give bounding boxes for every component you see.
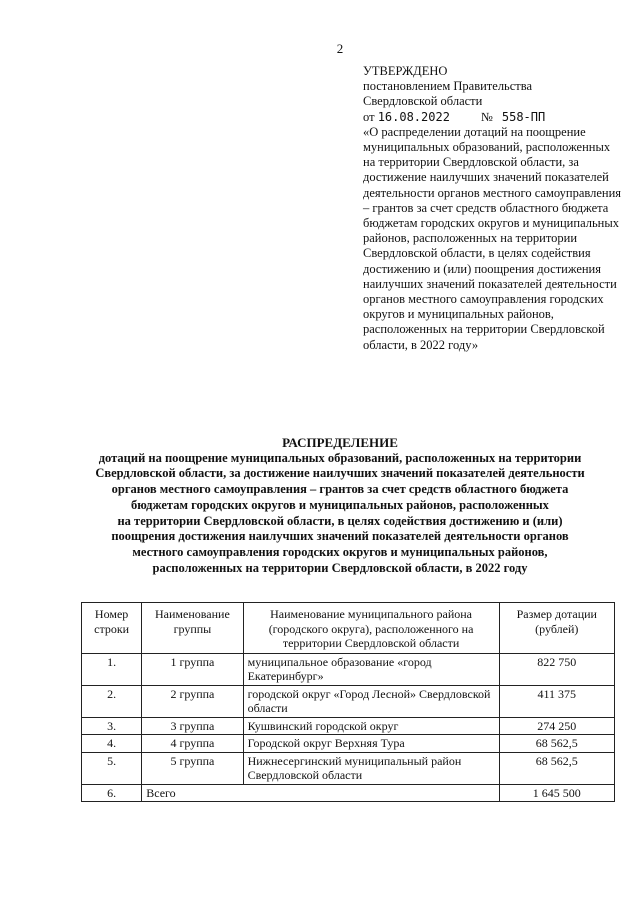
date-prefix: от — [363, 109, 375, 124]
header-name: Наименование муниципального района (городского округа), расположенного на территории Свердловской области — [243, 603, 499, 654]
title-line: органов местного самоуправления – грантов за счет средств областного бюджета — [111, 482, 569, 497]
row-sum: 822 750 — [499, 653, 614, 685]
row-num: 4. — [82, 735, 142, 753]
title-line: местного самоуправления городских округов и муниципальных районов, — [132, 544, 548, 559]
total-label: Всего — [142, 784, 499, 802]
row-num: 2. — [82, 685, 142, 717]
table-row — [82, 685, 615, 717]
title-heading: РАСПРЕДЕЛЕНИЕ — [282, 435, 398, 450]
header-sum: Размер дотации (рублей) — [499, 603, 614, 654]
table-header-row — [82, 603, 615, 654]
title-line: дотаций на поощрение муниципальных образований, расположенных на территории — [98, 450, 582, 465]
row-sum: 68 562,5 — [499, 752, 614, 784]
table-row — [82, 717, 615, 735]
title-line: расположенных на территории Свердловской области, в 2022 году — [152, 560, 528, 575]
row-group: 3 группа — [142, 717, 243, 735]
row-name: муниципальное образование «город Екатеринбург» — [243, 653, 499, 685]
page-number: 2 — [336, 41, 344, 56]
row-name: городской округ «Город Лесной» Свердловской области — [243, 685, 499, 717]
row-num: 5. — [82, 752, 142, 784]
row-group: 5 группа — [142, 752, 243, 784]
header-num: Номер строки — [82, 603, 142, 654]
row-group: 1 группа — [142, 653, 243, 685]
document-date: 16.08.2022 — [377, 109, 450, 124]
approval-date-line — [363, 110, 625, 125]
table-row — [82, 653, 615, 685]
approval-line-2: Свердловской области — [363, 94, 483, 109]
document-number: 558-ПП — [501, 109, 546, 124]
header-group: Наименование группы — [142, 603, 243, 654]
row-group: 2 группа — [142, 685, 243, 717]
row-sum: 411 375 — [499, 685, 614, 717]
table-total-row — [82, 784, 615, 802]
row-num: 1. — [82, 653, 142, 685]
row-sum: 274 250 — [499, 717, 614, 735]
table-row — [82, 735, 615, 753]
title-line: поощрения достижения наилучших значений показателей деятельности органов — [111, 529, 569, 544]
total-sum: 1 645 500 — [499, 784, 614, 802]
row-name: Нижнесергинский муниципальный район Свердловской области — [243, 752, 499, 784]
table-row — [82, 752, 615, 784]
order-title: «О распределении дотаций на поощрение муниципальных образований, расположенных на территории Свердловской области, за достижение наилучших значений показателей деятельности органов местного самоуправления – грантов за счет средств областного бюджета бюджетам городских округов и муниципальных районов, расположенных на территории Свердловской области, в целях содействия достижению и (или) поощрения достижения наилучших значений показателей деятельности органов местного самоуправления городских округов и муниципальных районов, расположенных на территории Свердловской области, в 2022 году» — [363, 124, 622, 352]
title-line: на территории Свердловской области, в целях содействия достижению и (или) — [117, 513, 563, 528]
row-group: 4 группа — [142, 735, 243, 753]
number-sign: № — [480, 109, 493, 124]
row-num: 3. — [82, 717, 142, 735]
approval-header: УТВЕРЖДЕНО — [363, 64, 448, 78]
row-name: Городской округ Верхняя Тура — [243, 735, 499, 753]
approval-block — [363, 64, 625, 353]
distribution-table — [81, 602, 615, 802]
distribution-title — [40, 435, 640, 576]
approval-line-1: постановлением Правительства — [363, 79, 533, 94]
title-line: Свердловской области, за достижение наилучших значений показателей деятельности — [95, 466, 585, 481]
row-name: Кушвинский городской округ — [243, 717, 499, 735]
total-num: 6. — [82, 784, 142, 802]
row-sum: 68 562,5 — [499, 735, 614, 753]
title-line: бюджетам городских округов и муниципальных районов, расположенных — [131, 497, 549, 512]
